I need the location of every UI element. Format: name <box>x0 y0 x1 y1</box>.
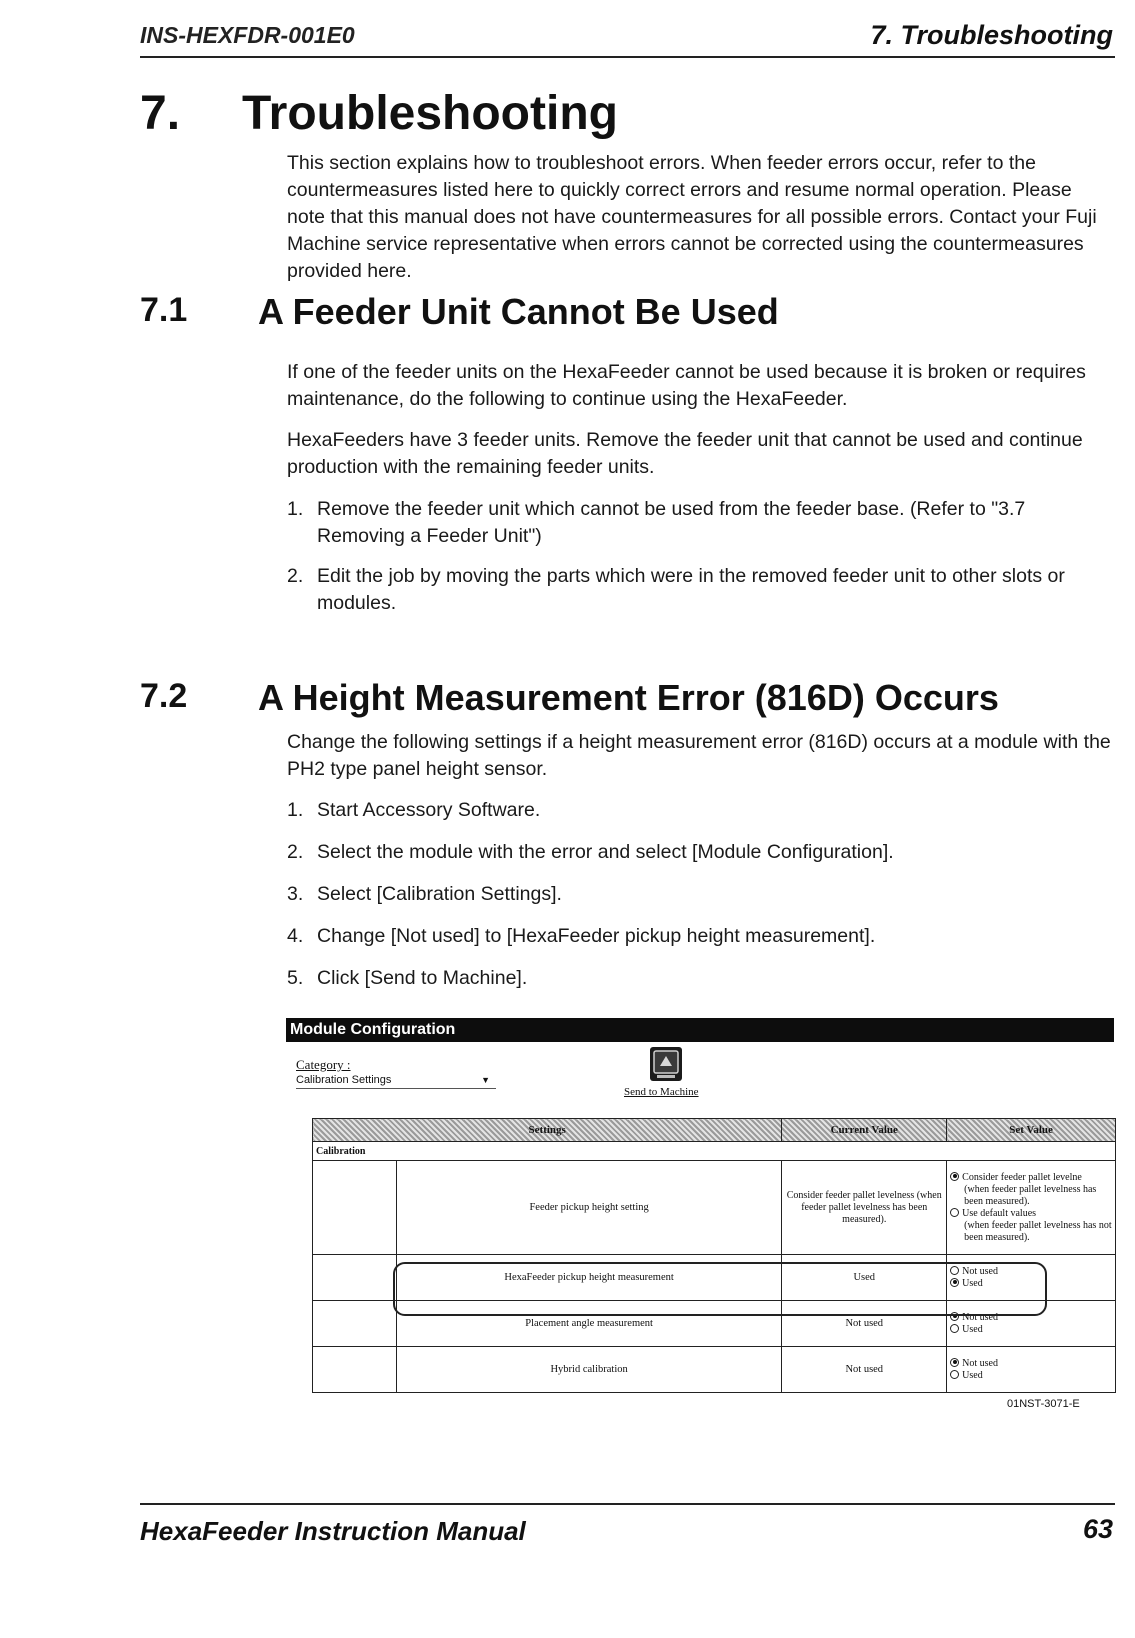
section-7-2-step <box>287 923 1112 950</box>
send-to-machine-icon[interactable] <box>649 1046 683 1082</box>
radio-unselected-icon[interactable] <box>950 1208 959 1217</box>
set-value-options <box>947 1347 1116 1393</box>
step-number: 5. <box>287 967 304 989</box>
category-dropdown[interactable] <box>296 1072 496 1089</box>
highlight-callout-outline <box>393 1262 1047 1316</box>
option-label: Not used <box>962 1265 998 1277</box>
column-header-current-value: Current Value <box>782 1119 947 1142</box>
set-value-options <box>947 1161 1116 1255</box>
option-note: (when feeder pallet levelness has been measured). <box>964 1183 1097 1207</box>
option-label: Consider feeder pallet levelne <box>962 1171 1082 1183</box>
option-label: Not used <box>962 1357 998 1369</box>
module-configuration-title-bar: Module Configuration <box>286 1018 1114 1042</box>
doc-code: INS-HEXFDR-001E0 <box>140 22 355 48</box>
row-spacer-cell <box>313 1347 397 1393</box>
section-7-1-title: A Feeder Unit Cannot Be Used <box>258 291 779 332</box>
option-label: Used <box>962 1323 983 1335</box>
category-label: Category : <box>296 1057 351 1072</box>
table-group-row <box>313 1142 1116 1161</box>
current-value: Consider feeder pallet levelness (when feeder pallet levelness has been measured). <box>782 1161 947 1255</box>
table-row <box>313 1161 1116 1255</box>
step-number: 1. <box>287 498 304 520</box>
section-7-2-number: 7.2 <box>140 677 188 715</box>
chevron-down-icon: ▼ <box>481 1075 490 1085</box>
chapter-intro: This section explains how to troubleshoot errors. When feeder errors occur, refer to the countermeasures listed here to quickly correct errors and resume normal operation. Please note that this manual does not have countermeasures for all possible errors. Contact your Fuji Machine service representative when errors cannot be corrected using the countermeasures provided here. <box>287 152 1097 282</box>
option-use-default-values[interactable] <box>950 1208 1112 1220</box>
send-to-machine-link[interactable]: Send to Machine <box>624 1086 699 1098</box>
page-number: 63 <box>1082 1514 1113 1544</box>
figure-id: 01NST-3071-E <box>1007 1398 1080 1410</box>
step-text: Remove the feeder unit which cannot be used from the feeder base. (Refer to "3.7 Removing a Feeder Unit") <box>317 498 1026 547</box>
section-7-1-para2: HexaFeeders have 3 feeder units. Remove the feeder unit that cannot be used and continue production with the remaining feeder units. <box>287 429 1083 478</box>
table-row <box>313 1347 1116 1393</box>
column-header-settings: Settings <box>313 1119 782 1142</box>
setting-name: Placement angle measurement <box>396 1301 781 1347</box>
row-spacer-cell <box>313 1255 397 1301</box>
step-number: 1. <box>287 799 304 821</box>
row-spacer-cell <box>313 1161 397 1255</box>
option-consider-levelness[interactable] <box>950 1172 1112 1184</box>
setting-name: Hybrid calibration <box>396 1347 781 1393</box>
section-7-2-step <box>287 797 1112 824</box>
option-label: Use default values <box>962 1207 1037 1219</box>
step-text: Select the module with the error and select [Module Configuration]. <box>317 841 894 863</box>
header-rule <box>140 56 1115 58</box>
step-text: Select [Calibration Settings]. <box>317 883 562 905</box>
option-label: Not used <box>962 1311 998 1323</box>
setting-name: Feeder pickup height setting <box>396 1161 781 1255</box>
step-text: Edit the job by moving the parts which were in the removed feeder unit to other slots or modules. <box>317 565 1065 614</box>
current-value: Used <box>782 1255 947 1301</box>
option-label: Used <box>962 1277 983 1289</box>
step-number: 3. <box>287 883 304 905</box>
option-label: Used <box>962 1369 983 1381</box>
step-number: 4. <box>287 925 304 947</box>
step-number: 2. <box>287 841 304 863</box>
section-7-2-step <box>287 881 1112 908</box>
section-7-2-para1: Change the following settings if a height measurement error (816D) occurs at a module with the PH2 type panel height sensor. <box>287 731 1111 780</box>
calibration-settings-table <box>312 1118 1116 1393</box>
option-used[interactable] <box>950 1324 1112 1336</box>
radio-unselected-icon[interactable] <box>950 1370 959 1379</box>
step-number: 2. <box>287 565 304 587</box>
section-7-2-title: A Height Measurement Error (816D) Occurs <box>258 677 999 718</box>
step-text: Click [Send to Machine]. <box>317 967 528 989</box>
column-header-set-value: Set Value <box>947 1119 1116 1142</box>
option-not-used[interactable] <box>950 1358 1112 1370</box>
chapter-title: Troubleshooting <box>242 87 618 140</box>
manual-title: HexaFeeder Instruction Manual <box>140 1516 526 1546</box>
step-text: Change [Not used] to [HexaFeeder pickup height measurement]. <box>317 925 876 947</box>
current-value: Not used <box>782 1301 947 1347</box>
section-7-1-step <box>287 496 1112 550</box>
row-spacer-cell <box>313 1301 397 1347</box>
category-selected-value: Calibration Settings <box>296 1074 392 1086</box>
running-section-title: 7. Troubleshooting <box>870 20 1113 50</box>
current-value: Not used <box>782 1347 947 1393</box>
step-text: Start Accessory Software. <box>317 799 541 821</box>
radio-selected-icon[interactable] <box>950 1172 959 1181</box>
radio-selected-icon[interactable] <box>950 1358 959 1367</box>
setting-name: HexaFeeder pickup height measurement <box>396 1255 781 1301</box>
section-7-1-para1: If one of the feeder units on the HexaFeeder cannot be used because it is broken or requires maintenance, do the following to continue using the HexaFeeder. <box>287 361 1086 410</box>
option-note: (when feeder pallet levelness has not been measured). <box>964 1219 1112 1243</box>
section-7-2-step <box>287 839 1112 866</box>
section-7-1-step <box>287 563 1112 617</box>
chapter-number: 7. <box>140 87 181 140</box>
group-label-calibration: Calibration <box>313 1142 1116 1161</box>
radio-unselected-icon[interactable] <box>950 1324 959 1333</box>
footer-rule <box>140 1503 1115 1505</box>
section-7-1-number: 7.1 <box>140 291 188 329</box>
table-header-row <box>313 1119 1116 1142</box>
option-used[interactable] <box>950 1370 1112 1382</box>
section-7-2-step <box>287 965 1112 992</box>
